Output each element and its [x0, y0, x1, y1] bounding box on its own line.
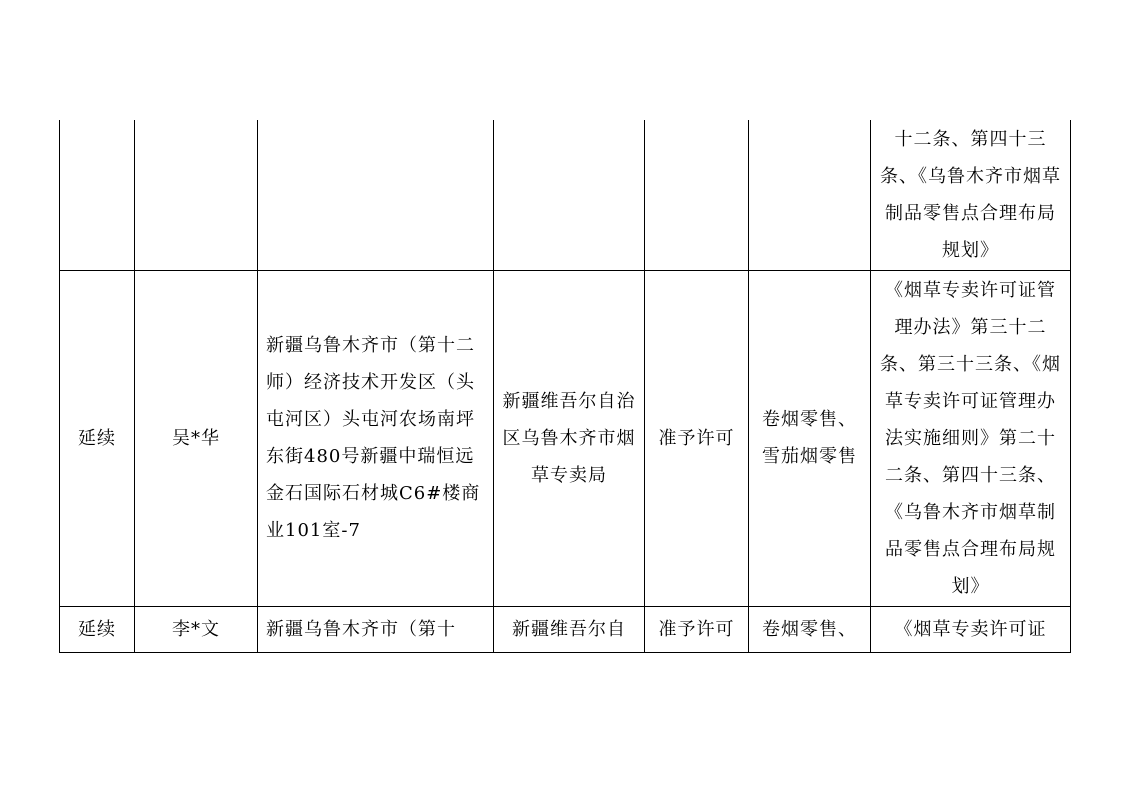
scope-cell [749, 120, 871, 270]
basis-cell: 《烟草专卖许可证 [871, 606, 1071, 652]
name-cell: 吴*华 [135, 270, 258, 606]
type-cell [60, 120, 135, 270]
authority-cell: 新疆维吾尔自 [494, 606, 645, 652]
decision-cell: 准予许可 [645, 606, 749, 652]
table-row [60, 606, 1071, 652]
type-cell: 延续 [60, 606, 135, 652]
table-row [60, 120, 1071, 270]
address-cell [258, 120, 494, 270]
name-cell: 李*文 [135, 606, 258, 652]
name-cell [135, 120, 258, 270]
decision-cell: 准予许可 [645, 270, 749, 606]
address-cell: 新疆乌鲁木齐市（第十 [258, 606, 494, 652]
scope-cell: 卷烟零售、雪茄烟零售 [749, 270, 871, 606]
basis-cell: 《烟草专卖许可证管理办法》第三十二条、第三十三条、《烟草专卖许可证管理办法实施细则》第二十二条、第四十三条、《乌鲁木齐市烟草制品零售点合理布局规划》 [871, 270, 1071, 606]
type-cell: 延续 [60, 270, 135, 606]
table-row [60, 270, 1071, 606]
basis-cell: 十二条、第四十三条、《乌鲁木齐市烟草制品零售点合理布局规划》 [871, 120, 1071, 270]
address-cell: 新疆乌鲁木齐市（第十二师）经济技术开发区（头屯河区）头屯河农场南坪东街480号新疆中瑞恒远金石国际石材城C6#楼商业101室-7 [258, 270, 494, 606]
authority-cell: 新疆维吾尔自治区乌鲁木齐市烟草专卖局 [494, 270, 645, 606]
scope-cell: 卷烟零售、 [749, 606, 871, 652]
permit-table [59, 120, 1071, 653]
decision-cell [645, 120, 749, 270]
authority-cell [494, 120, 645, 270]
